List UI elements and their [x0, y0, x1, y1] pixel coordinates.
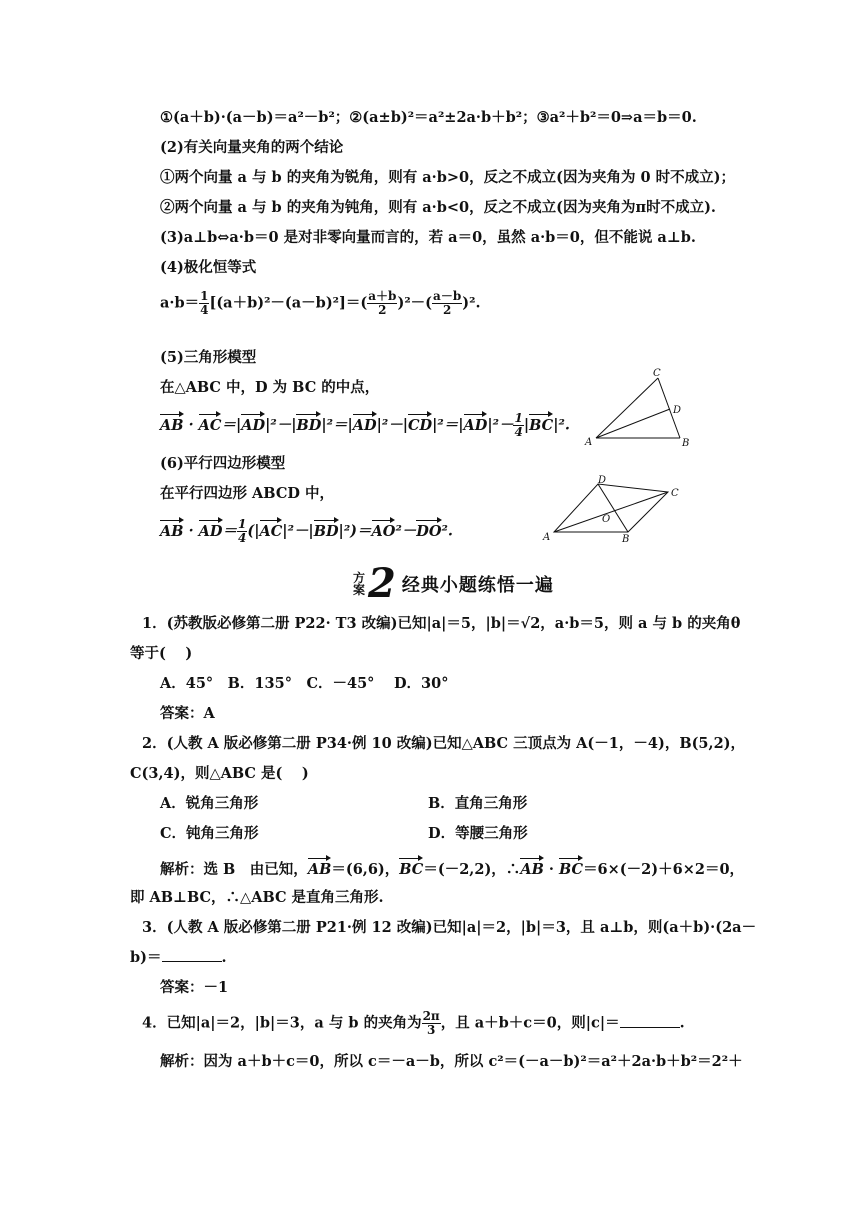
vector-BC-q2b: BC: [558, 861, 584, 878]
heading-polarization: (4)极化恒等式: [160, 259, 257, 276]
answer-blank-2: [620, 1027, 680, 1028]
fraction-diff: $\frac{a-b}{2}$: [433, 289, 462, 317]
fraction-two-pi-thirds: $\frac{2\pi}{3}$: [422, 1009, 440, 1037]
polarization-identity: a·b＝ $\frac{1}{4}$ [(a＋b)²－(a－b)²]＝( $\frac{a+b}{2}$ )²－( $\frac{a-b}{2}$ )².: [160, 289, 481, 317]
q3-text-cont: b)＝ .: [130, 949, 227, 966]
fraction-quarter-3: $\frac{1}{4}$: [238, 517, 247, 545]
vector-AB-p: AB: [160, 522, 184, 540]
vector-AO: AO: [371, 522, 396, 540]
fraction-quarter-2: $\frac{1}{4}$: [514, 411, 523, 439]
vector-BD: BD: [296, 416, 322, 434]
q2-text: 2．(人教 A 版必修第二册 P34·例 10 改编)已知△ABC 三顶点为 A(－1，－4)，B(5,2)，: [142, 735, 746, 752]
heading-triangle-model: (5)三角形模型: [160, 349, 257, 366]
q2-option-a: A．锐角三角形: [160, 795, 259, 812]
fraction-sum: $\frac{a+b}{2}$: [368, 289, 397, 317]
label-C-p: C: [671, 488, 679, 499]
polar-lhs: a·b＝: [160, 294, 200, 312]
q2-option-b: B．直角三角形: [428, 795, 528, 812]
q2-solution-cont: 即 AB⊥BC，∴△ABC 是直角三角形.: [130, 889, 384, 906]
polar-mid: [(a＋b)²－(a－b)²]＝: [209, 294, 361, 312]
label-B-p: B: [622, 534, 630, 545]
q3-answer: 答案：－1: [160, 979, 229, 996]
parallelogram-figure: [540, 474, 690, 546]
vector-AD-p: AD: [198, 522, 223, 540]
heading-parallelogram-model: (6)平行四边形模型: [160, 455, 286, 472]
fraction-quarter: $\frac{1}{4}$: [200, 289, 209, 317]
section-title: 经典小题练悟一遍: [401, 574, 554, 596]
triangle-equation: AB · AC＝|AD|²－|BD|²＝|AD|²－|CD|²＝|AD|²－ $\frac{1}{4}$ |BC|².: [160, 411, 570, 439]
vector-AD-2: AD: [352, 416, 377, 434]
q2-text-cont: C(3,4)，则△ABC 是( ): [130, 765, 309, 782]
parallelogram-equation: AB · AD＝ $\frac{1}{4}$ (|AC|²－|BD|²)＝AO²－DO².: [160, 517, 453, 545]
label-B: B: [682, 438, 690, 448]
vector-AB: AB: [160, 416, 184, 434]
section-header: [352, 560, 554, 607]
perpendicular-note: (3)a⊥b⇔a·b＝0 是对非零向量而言的，若 a＝0，虽然 a·b＝0，但不能说 a⊥b.: [160, 229, 696, 246]
q2-option-c: C．钝角三角形: [160, 825, 259, 842]
vector-CD: CD: [407, 416, 433, 434]
vector-AD-3: AD: [463, 416, 488, 434]
label-A: A: [585, 437, 593, 448]
q1-text: 1．(苏教版必修第二册 P22· T3 改编)已知|a|＝5，|b|＝√2，a·b＝5，则 a 与 b 的夹角θ: [142, 615, 741, 632]
label-D: D: [673, 405, 682, 416]
conclusion-acute: ①两个向量 a 与 b 的夹角为锐角，则有 a·b>0，反之不成立(因为夹角为 0 时不成立)；: [160, 169, 735, 186]
label-A-p: A: [543, 532, 551, 543]
vector-AC: AC: [198, 416, 222, 434]
label-D-p: D: [598, 475, 607, 486]
parallelogram-intro: 在平行四边形 ABCD 中，: [160, 485, 334, 502]
q2-option-d: D．等腰三角形: [428, 825, 528, 842]
identity-line: ①(a＋b)·(a－b)＝a²－b²；②(a±b)²＝a²±2a·b＋b²；③a²＋b²＝0⇒a＝b＝0.: [160, 109, 697, 126]
q2-solution: 解析：选 B 由已知，AB＝(6,6)，BC＝(－2,2)，∴AB · BC＝6×(－2)＋6×2＝0，: [160, 861, 745, 878]
vector-AD: AD: [241, 416, 266, 434]
label-C: C: [653, 368, 661, 379]
polar-end: ².: [469, 294, 481, 312]
q1-answer: 答案：A: [160, 705, 215, 722]
vector-BD-p: BD: [313, 522, 339, 540]
vector-AB-q2: AB: [307, 861, 332, 878]
section-label: 方 案: [352, 570, 365, 597]
vector-AB-q2b: AB: [520, 861, 544, 878]
q4-solution: 解析：因为 a＋b＋c＝0，所以 c＝－a－b，所以 c²＝(－a－b)²＝a²＋2a·b＋b²＝2²＋: [160, 1053, 743, 1070]
heading-angle-conclusions: (2)有关向量夹角的两个结论: [160, 139, 344, 156]
q1-text-cont: 等于( ): [130, 645, 193, 662]
vector-BC-q2: BC: [399, 861, 424, 878]
vector-DO: DO: [416, 522, 442, 540]
answer-blank: [162, 961, 222, 962]
vector-BC: BC: [529, 416, 554, 434]
section-number: 2: [368, 560, 396, 607]
vector-AC-p: AC: [259, 522, 283, 540]
label-O-p: O: [602, 514, 611, 525]
q1-options: A．45° B．135° C．－45° D．30°: [160, 675, 449, 692]
q4-text: 4．已知|a|＝2，|b|＝3，a 与 b 的夹角为 $\frac{2\pi}{3}$ ，且 a＋b＋c＝0，则|c|＝ .: [142, 1009, 685, 1037]
conclusion-obtuse: ②两个向量 a 与 b 的夹角为钝角，则有 a·b<0，反之不成立(因为夹角为π时不成立).: [160, 199, 716, 216]
triangle-intro: 在△ABC 中，D 为 BC 的中点，: [160, 379, 380, 396]
q3-text: 3．(人教 A 版必修第二册 P21·例 12 改编)已知|a|＝2，|b|＝3，且 a⊥b，则(a＋b)·(2a－: [142, 919, 757, 936]
polar-minus: ²－: [404, 294, 426, 312]
triangle-figure: [580, 368, 700, 448]
